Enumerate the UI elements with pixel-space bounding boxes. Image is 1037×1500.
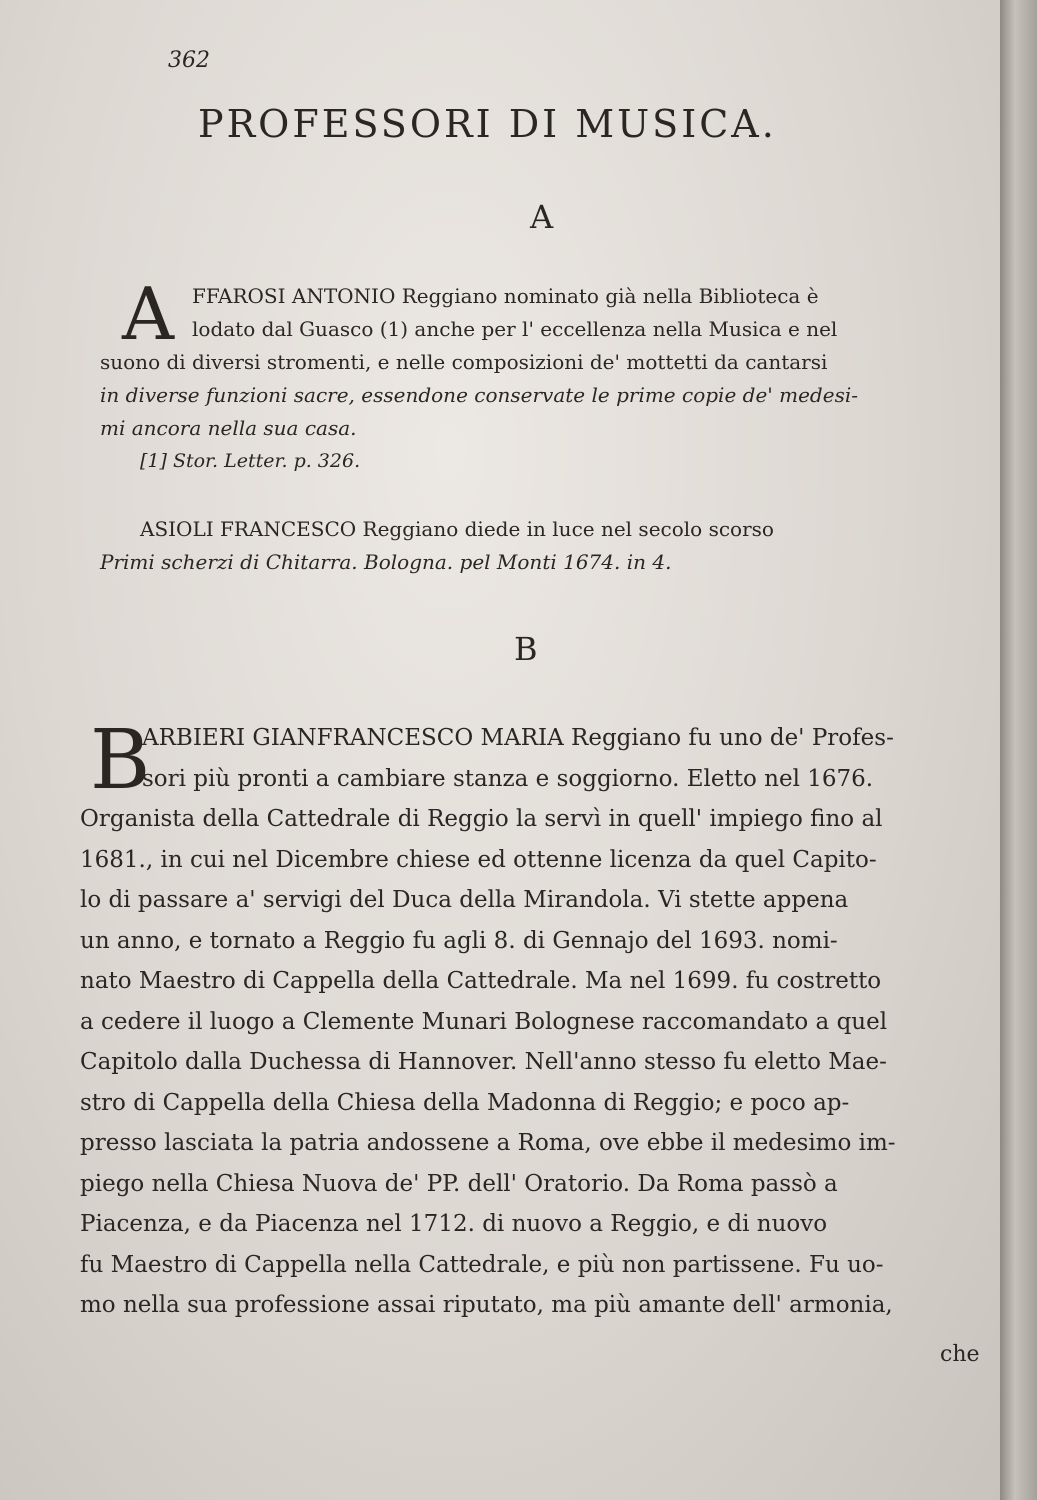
text-line: a cedere il luogo a Clemente Munari Bolognese raccomandato a quel (80, 1008, 888, 1035)
text-line: lodato dal Guasco (1) anche per l' eccellenza nella Musica e nel (192, 317, 838, 341)
text-line: presso lasciata la patria andossene a Roma, ove ebbe il medesimo im- (80, 1130, 896, 1156)
text-line: Piacenza, e da Piacenza nel 1712. di nuovo a Reggio, e di nuovo (80, 1211, 828, 1237)
page-title: PROFESSORI DI MUSICA. (198, 102, 777, 146)
section-heading-b: B (514, 630, 538, 668)
text-line: Primi scherzi di Chitarra. Bologna. pel Monti 1674. in 4. (100, 550, 672, 574)
text-line: Capitolo dalla Duchessa di Hannover. Nell'anno stesso fu eletto Mae- (80, 1049, 887, 1075)
text-line: fu Maestro di Cappella nella Cattedrale, e più non partissene. Fu uo- (80, 1251, 884, 1278)
text-line: 1681., in cui nel Dicembre chiese ed ottenne licenza da quel Capito- (80, 846, 877, 873)
entry-barbieri (80, 713, 980, 1326)
page-number: 362 (168, 48, 210, 73)
text-line: un anno, e tornato a Reggio fu agli 8. di Gennajo del 1693. nomi- (80, 927, 838, 954)
text-line: ARBIERI GIANFRANCESCO MARIA Reggiano fu uno de' Profes- (142, 725, 894, 751)
page-edge (1000, 0, 1037, 1500)
text-line: mo nella sua professione assai riputato, ma più amante dell' armonia, (80, 1292, 893, 1318)
entry-affarosi (100, 272, 960, 445)
drop-cap: A (122, 272, 174, 356)
entry-asioli (100, 513, 960, 579)
catchword: che (940, 1342, 980, 1367)
text-line: stro di Cappella della Chiesa della Madonna di Reggio; e poco ap- (80, 1089, 850, 1116)
text-line: nato Maestro di Cappella della Cattedrale. Ma nel 1699. fu costretto (80, 968, 882, 994)
text-line: lo di passare a' servigi del Duca della Mirandola. Vi stette appena (80, 887, 849, 913)
footnote: [1] Stor. Letter. p. 326. (140, 450, 361, 472)
text-line: Organista della Cattedrale di Reggio la servì in quell' impiego fino al (80, 806, 883, 832)
text-line: in diverse funzioni sacre, essendone conservate le prime copie de' medesi- (100, 383, 858, 407)
text-line: ASIOLI FRANCESCO Reggiano diede in luce nel secolo scorso (140, 517, 774, 541)
text-line: sori più pronti a cambiare stanza e soggiorno. Eletto nel 1676. (142, 765, 874, 792)
text-line: piego nella Chiesa Nuova de' PP. dell' Oratorio. Da Roma passò a (80, 1170, 838, 1197)
text-line: FFAROSI ANTONIO Reggiano nominato già nella Biblioteca è (192, 284, 819, 308)
drop-cap: B (90, 713, 151, 808)
text-line: mi ancora nella sua casa. (100, 416, 357, 440)
text-line: suono di diversi stromenti, e nelle composizioni de' mottetti da cantarsi (100, 350, 828, 374)
section-heading-a: A (530, 198, 554, 236)
